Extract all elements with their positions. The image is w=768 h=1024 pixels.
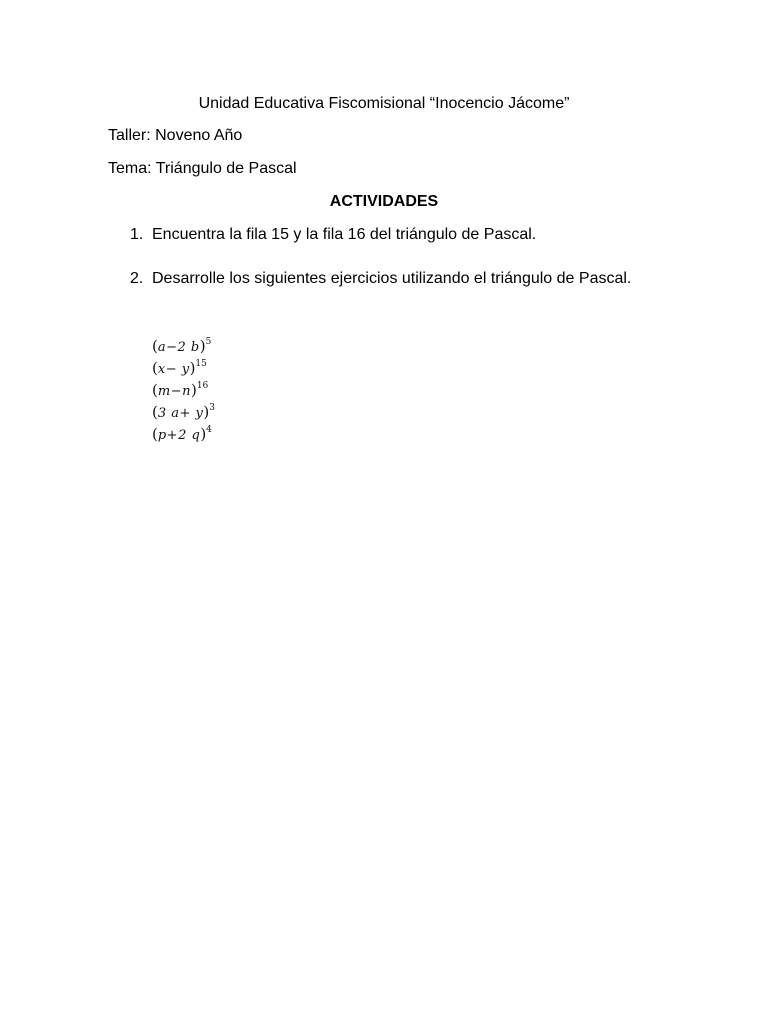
activity-number-1: 1. bbox=[130, 226, 144, 243]
exercise-4 bbox=[152, 401, 215, 423]
exercise-5 bbox=[152, 423, 215, 445]
activity-number-2: 2. bbox=[130, 270, 144, 287]
activity-text-2: Desarrolle los siguientes ejercicios utilizando el triángulo de Pascal. bbox=[152, 270, 632, 287]
activity-text-1: Encuentra la fila 15 y la fila 16 del triángulo de Pascal. bbox=[152, 226, 537, 243]
exercise-exponent: 3 bbox=[209, 403, 215, 413]
exercise-base: x− y bbox=[157, 362, 190, 377]
exercise-close-paren: ) bbox=[200, 425, 207, 443]
exercise-1 bbox=[152, 335, 215, 357]
exercise-close-paren: ) bbox=[203, 403, 210, 421]
tema-line: Tema: Triángulo de Pascal bbox=[108, 160, 297, 177]
exercise-exponent: 4 bbox=[206, 425, 212, 435]
exercise-open-paren: ( bbox=[152, 403, 158, 421]
activity-list-1 bbox=[130, 224, 661, 246]
exercise-base: p+2 q bbox=[157, 428, 201, 443]
exercise-base: a−2 b bbox=[157, 340, 200, 355]
exercise-close-paren: ) bbox=[189, 359, 196, 377]
exercise-list bbox=[152, 335, 215, 445]
exercise-open-paren: ( bbox=[152, 381, 158, 399]
activity-item-1 bbox=[130, 224, 661, 246]
activity-list-2 bbox=[130, 268, 661, 290]
exercise-close-paren: ) bbox=[190, 381, 197, 399]
exercise-exponent: 5 bbox=[205, 337, 212, 347]
exercise-close-paren: ) bbox=[199, 337, 206, 355]
section-title: ACTIVIDADES bbox=[329, 193, 439, 210]
exercise-base: m−n bbox=[157, 384, 191, 399]
exercise-exponent: 16 bbox=[196, 381, 209, 391]
activity-item-2 bbox=[130, 268, 661, 290]
exercise-2 bbox=[152, 357, 215, 379]
exercise-open-paren: ( bbox=[152, 337, 158, 355]
taller-line: Taller: Noveno Año bbox=[108, 127, 243, 144]
exercise-3 bbox=[152, 379, 215, 401]
school-name: Unidad Educativa Fiscomisional “Inocencio Jácome” bbox=[198, 95, 570, 112]
exercise-open-paren: ( bbox=[152, 425, 158, 443]
exercise-base: 3 a+ y bbox=[157, 406, 204, 421]
exercise-exponent: 15 bbox=[195, 359, 207, 369]
exercise-open-paren: ( bbox=[152, 359, 158, 377]
